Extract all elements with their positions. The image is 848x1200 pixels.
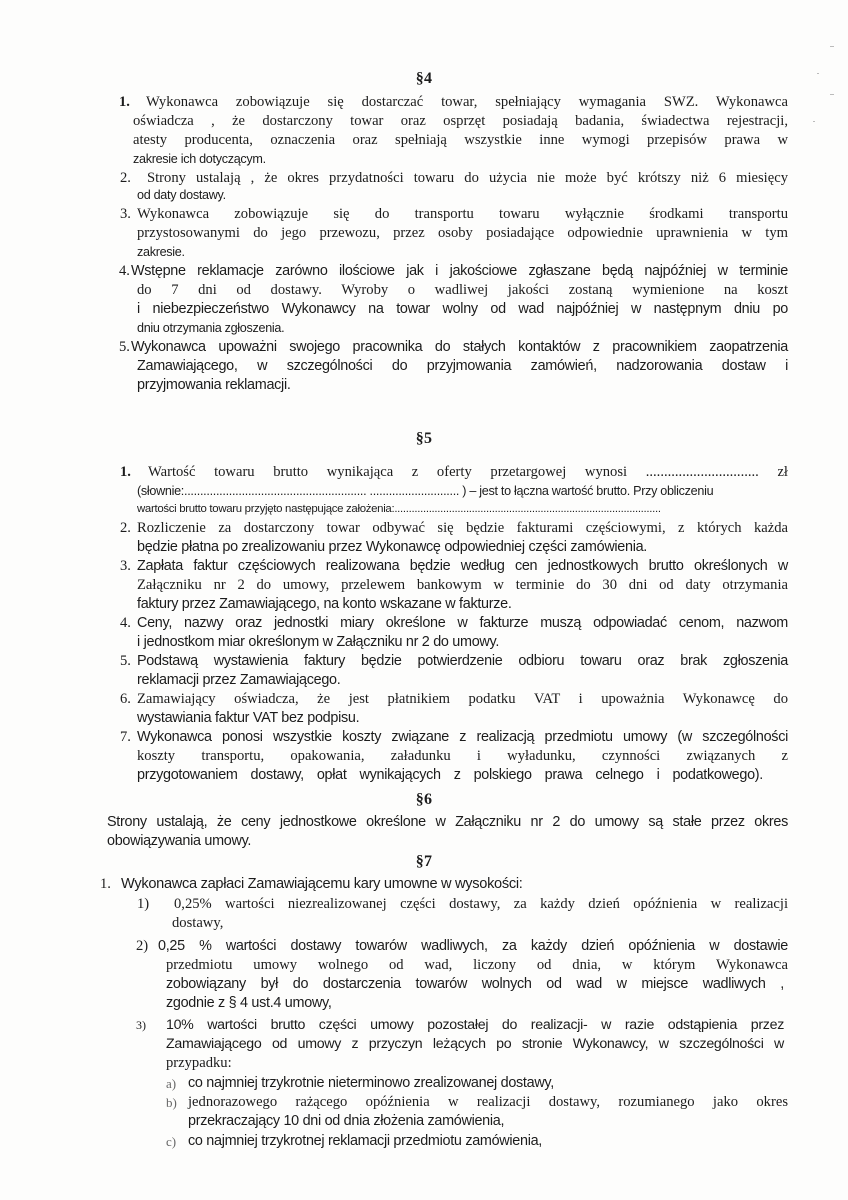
item-number: 2. (120, 170, 131, 186)
text-line: (słownie:......................................................... ............................ ) – jest to łączna wartość brutto. Przy obliczeniu (137, 484, 714, 498)
item-number: 4. (120, 615, 131, 631)
text-line: Wykonawca zobowiązuje się do transportu towaru wyłącznie środkami transportu (137, 206, 788, 222)
text-line: Podstawą wystawienia faktury będzie potwierdzenie odbioru towaru oraz brak zgłoszenia (137, 653, 788, 669)
text-line: i jednostkom miar określonym w Załączniku nr 2 do umowy. (137, 634, 500, 650)
text-line: jednorazowego rażącego opóźnienia w realizacji dostawy, rozumianego jako okres (188, 1094, 788, 1110)
text-line: Wstępne reklamacje zarówno ilościowe jak i jakościowe zgłaszane będą najpóźniej w terminie (131, 263, 788, 279)
text-line: Zamawiającego od umowy z przyczyn leżących po stronie Wykonawcy, w szczególności w (166, 1036, 784, 1052)
item-number: 2) (136, 938, 149, 954)
section-5-title: §5 (415, 430, 433, 447)
item-number: 3. (120, 558, 131, 574)
text-line: wartości brutto towaru przyjęto następujące założenia:............................................................................................. (137, 503, 661, 515)
text-line: od daty dostawy. (137, 188, 226, 202)
text-line: zakresie ich dotyczącym. (133, 152, 266, 166)
item-number: 4. (119, 263, 130, 279)
text-line: Zamawiającego, w szczególności do przyjmowania zamówień, nadzorowania dostaw i (137, 358, 788, 374)
item-letter: b) (166, 1095, 177, 1110)
text-line: zgodnie z § 4 ust.4 umowy, (166, 995, 332, 1011)
item-number: 1. (119, 94, 130, 110)
text-line: Załączniku nr 2 do umowy, przelewem bankowym w terminie do 30 dni od daty otrzymania (137, 577, 788, 593)
text-line: obowiązywania umowy. (107, 833, 252, 849)
item-number: 5. (120, 653, 131, 669)
item-number: 1. (120, 464, 131, 480)
text-line: 0,25 % wartości dostawy towarów wadliwych, za każdy dzień opóźnienia w dostawie (158, 938, 788, 954)
scan-speck (813, 121, 815, 122)
text-line: oświadcza , że dostarczony towar oraz osprzęt posiadają badania, świadectwa rejestracji, (133, 113, 788, 129)
text-line: Wykonawca zobowiązuje się dostarczać towar, spełniający wymagania SWZ. Wykonawca (146, 94, 788, 110)
text-line: Wartość towaru brutto wynikająca z oferty przetargowej wynosi ............................... zł (148, 464, 788, 480)
text-line: przedmiotu umowy wolnego od wad, liczony od dnia, w którym Wykonawca (166, 957, 788, 973)
text-line: faktury przez Zamawiającego, na konto wskazane w fakturze. (137, 596, 512, 612)
text-line: do 7 dni od dostawy. Wyroby o wadliwej jakości zostaną wymienione na koszt (137, 282, 788, 298)
text-line: zobowiązany był do dostarczenia towarów wolnych od wad w miejsce wadliwych , (166, 976, 784, 992)
text-line: reklamacji przez Zamawiającego. (137, 672, 341, 688)
text-line: Rozliczenie za dostarczony towar odbywać się będzie fakturami częściowymi, z których każda (137, 520, 788, 536)
text-line: i niebezpieczeństwo Wykonawcy na towar wolny od wad najpóźniej w następnym dniu po (137, 301, 788, 317)
text-line: co najmniej trzykrotnej reklamacji przedmiotu zamówienia, (188, 1133, 543, 1149)
text-line: dostawy, (172, 915, 224, 931)
item-number: 2. (120, 520, 131, 536)
text-line: Ceny, nazwy oraz jednostki miary określone w fakturze muszą odpowiadać cenom, nazwom (137, 615, 788, 631)
scan-speck (830, 46, 834, 47)
text-line: przypadku: (166, 1055, 232, 1071)
text-line: koszty transportu, opakowania, załadunku i wyładunku, czynności związanych z (137, 748, 788, 764)
scan-speck (830, 94, 834, 95)
text-line: wystawiania faktur VAT bez podpisu. (137, 710, 360, 726)
item-number: 5. (119, 339, 130, 355)
item-number: 7. (120, 729, 131, 745)
text-line: co najmniej trzykrotnie nieterminowo zrealizowanej dostawy, (188, 1075, 554, 1091)
text-line: Wykonawca zapłaci Zamawiającemu kary umowne w wysokości: (121, 876, 523, 892)
item-number: 3. (120, 206, 131, 222)
text-line: Wykonawca upoważni swojego pracownika do stałych kontaktów z pracownikiem zaopatrzenia (131, 339, 788, 355)
text-line: dniu otrzymania zgłoszenia. (137, 321, 285, 335)
text-line: 10% wartości brutto części umowy pozostałej do realizacji- w razie odstąpienia przez (166, 1017, 784, 1033)
text-line: atesty producenta, oznaczenia oraz spełniają wszystkie inne wymogi przepisów prawa w (133, 132, 788, 148)
text-line: 0,25% wartości niezrealizowanej części dostawy, za każdy dzień opóźnienia w realizacji (174, 896, 788, 912)
text-line: przyjmowania reklamacji. (137, 377, 291, 393)
text-line: przekraczający 10 dni od dnia złożenia zamówienia, (188, 1113, 505, 1129)
text-line: zakresie. (137, 245, 185, 259)
item-number: 1) (137, 896, 150, 912)
scan-speck (817, 73, 819, 74)
item-number: 6. (120, 691, 131, 707)
section-6-title: §6 (415, 791, 433, 808)
text-line: przygotowaniem dostawy, opłat wynikających z polskiego prawa celnego i podatkowego). (137, 767, 763, 783)
text-line: Wykonawca ponosi wszystkie koszty związane z realizacją przedmiotu umowy (w szczególności (137, 729, 788, 745)
text-line: będzie płatna po zrealizowaniu przez Wykonawcę odpowiedniej części zamówienia. (137, 539, 648, 555)
section-7-title: §7 (415, 853, 433, 870)
item-letter: a) (166, 1076, 177, 1091)
item-number: 3) (136, 1018, 146, 1032)
text-line: Strony ustalają , że okres przydatności towaru do użycia nie może być krótszy niż 6 miesięcy (147, 170, 788, 186)
section-4-title: §4 (415, 70, 433, 87)
text-line: przystosowanymi do jego przewozu, przez osoby posiadające odpowiednie uprawnienia w tym (137, 225, 788, 241)
text-line: Zamawiający oświadcza, że jest płatnikiem podatku VAT i upoważnia Wykonawcę do (137, 691, 788, 707)
item-letter: c) (166, 1134, 177, 1149)
text-line: Strony ustalają, że ceny jednostkowe określone w Załączniku nr 2 do umowy są stałe przez okres (107, 814, 788, 830)
item-number: 1. (100, 876, 111, 892)
text-line: Zapłata faktur częściowych realizowana będzie według cen jednostkowych brutto określonych w (137, 558, 788, 574)
